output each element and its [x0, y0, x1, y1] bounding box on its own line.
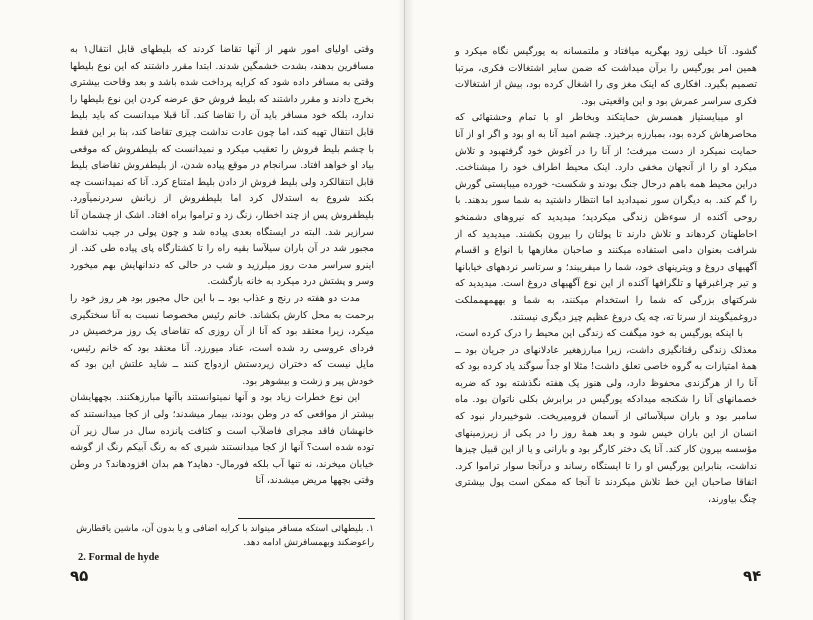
right-page-body	[455, 44, 757, 509]
paragraph: وقتی اولیای امور شهر از آنها تقاضا کردند که بلیطهای قابل انتقال۱ به مسافرین بدهند، بشدت خشمگین شدند. ابتدا مقرر داشتند که این نوع بلیطها وقتی به مسافر داده شود که کرایه پرداخت شده باشد و بعد وقاحت بیشتری بخرج دادند و مقرر داشتند که بلیط فروش حق عرضه کردن این نوع بلیطها را ندارد، بلکه خود مسافر باید آن را تقاضا کند. آنا قبلا میدانست که باید بلیط قابل انتقال تهیه کند، اما چون عادت نداشت چیزی تقاضا کند، بنا بر این فقط با چشم بلیط فروش را تعقیب میکرد و نمیدانست که بلیطفروش که موقعی بیاد او خواهد افتاد. سرانجام در موقع پیاده شدن، از بلیطفروش تقاضای بلیط قابل انتقالکرد ولی بلیط فروش از دادن بلیط امتناع کرد. آنا که نمیدانست چه بکند شروع به استدلال کرد اما بلیطفروش از زبانش سردرنمیآورد. بلیطفروش پس از چند اخطار، زنگ زد و تراموا براه افتاد. اشک از چشمان آنا سرازیر شد. البته در ایستگاه بعدی پیاده شد و چون پولی در جیب نداشت مجبور شد در آن باران سیلآسا بقیه راه را تا کشتارگاه پای پیاده طی کند. از اینرو سراسر مدت روز میلرزید و شب در حالی که دندانهایش بهم میخورد وسر و پشتش درد میکرد به خانه بازگشت.	[70, 44, 374, 288]
right-page	[405, 0, 813, 620]
footnote: ۱. بلیطهائی استکه مسافر میتواند با کرایه اضافی و یا بدون آن، ماشین یاقطارش راعوضکند وبهمسافرتش ادامه دهد.	[76, 524, 374, 548]
paragraph: این نوع خطرات زیاد بود و آنها نمیتوانستند باآنها مبارزهکنند. بچههایشان بیشتر از مواقعی که در وطن بودند، بیمار میشدند؛ ولی از کجا میدانستند که خانهشان فاقد مجرای فاضلآب است و کثافت پانزده سال در سال زیر آن توده شده است؟ آنها از کجا میدانستند شیری که به رنگ آبیکم رنگ از گوشه خیابان میخرند، نه تنها آب بلکه فورمال- دهاید۲ هم بدان افزودهاند؟ در وطن وقتی بچهها مریض میشدند، آنا	[70, 392, 374, 487]
paragraph: با اینکه یورگیس به خود میگفت که زندگی این محیط را درک کرده است، معذلک زندگی رقتانگیزی داشت، زیرا مبارزهغیر عادلانهای در جریان بود ــ همهٔ امتیازات به گروه خاصی تعلق داشت! مثلا او جداً سوگند یاد کرده بود که آنا را از هرگزندی محفوظ دارد، ولی هنوز یک هفته نگذشته بود که ضربه خصمانهای آنا را شکنجه میدادکه یورگیس در برابرش بکلی ناتوان بود. ماه سامبر بود و باران سیلآسائی از آسمان فرومیریخت. شوخیبردار نبود که انسان از این باران خیس شود و بعد همهٔ روز را در یکی از زیرزمینهای مؤسسه بیرون کار کند. آنا یک دختر کارگر بود و بارانی و یا از این قبیل چیزها نداشت، بنابراین یورگیس او را تا ایستگاه رساند و درآنجا سوار تراموا کرد. اتفاقا صاحبان این خط تلاش میکردند تا آنجا که ممکن است پول بیشتری چنگ بیاورند،	[455, 328, 757, 506]
left-page	[0, 0, 405, 620]
page-number: ۹۵	[70, 567, 89, 585]
footnote-divider	[238, 518, 375, 519]
footnote-latin: 2. Formal de hyde	[78, 552, 160, 563]
left-page-body	[70, 42, 374, 490]
paragraph: او میبایستیاز همسرش حمایتکند وبخاطر او با تمام وحشتهائی که محاصرهاش کرده بود، بمبارزه برخیزد. چشم امید آنا به او بود و اگر او از آنا حمایت نمیکرد از دست میرفت؛ از آنا را در آغوش خود گرفتهبود و تلاش میکرد او را از آنجهان مخفی دارد. اینک محیط اطراف خود را میشناخت. دراین محیط همه باهم درحال جنگ بودند و شکست- خورده میبایستی گورش را گم کند. به دیگران سور نمیدادید اما انتظار داشتید به شما سور بدهند. با روحی آکنده از سوءظن زندگی میکردید؛ میدیدید که نیروهای دشمنخو احاطهتان کردهاند و تلاش دارند تا پولتان را بیرون بکشند. میدیدید که از شرافت بعنوان دامی استفاده میکنند و صاحبان مغازهها با انواع و اقسام آگهیهای دروغ و ویترینهای خود، شما را میفریبند؛ و سرتاسر نردههای خیابانها و تیر چراغبرقها و تلگرافها آکنده از این نوع آگهیهای دروغ است. میدیدید که شرکتهای بزرگی که شما را استخدام میکنند، به شما و بههمهمملکت دروغمیگویند از سرتا ته، چه یک دروغ عظیم چیز دیگری نیستند.	[455, 112, 757, 323]
paragraph: گشود. آنا خیلی زود بهگریه میافتاد و ملتمسانه به یورگیس نگاه میکرد و همین امر یورگیس را برآن میداشت که ضمن سایر اشتغالات فکری، مرتبا تصمیم بگیرد. افکاری که اینک مغز وی را اشغال کرده بود، بیش از اشتغالات فکری سراسر عمرش بود و این واقعیتی بود.	[455, 46, 757, 107]
paragraph: مدت دو هفته در رنج و عذاب بود ــ با این حال مجبور بود هر روز خود را برحمت به محل کارش بکشاند. خانم رئیس مخصوصا نسبت به آنا سختگیری میکرد، زیرا معتقد بود که آنا از آن روزی که تقاضای یک روز مرخصیش در فردای عروسی رد شده است، عناد میورزد. آنا معتقد بود که خانم رئیس، مایل نیست که دختران زیردستش ازدواج کنند ــ شاید علتش این بود که خودش پیر و زشت و بیشوهر بود.	[70, 292, 374, 387]
book-gutter	[398, 0, 414, 620]
page-number: ۹۴	[743, 567, 762, 585]
